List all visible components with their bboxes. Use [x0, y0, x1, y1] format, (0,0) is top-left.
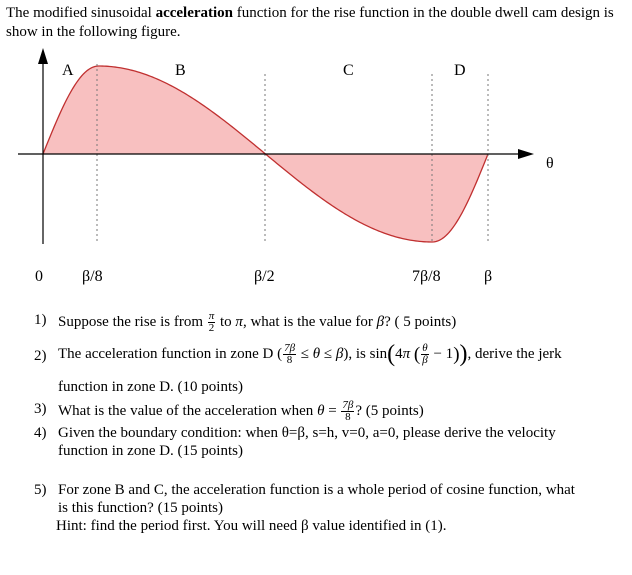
big-paren-close: ): [459, 340, 468, 367]
big-paren-open: (: [387, 340, 396, 367]
acceleration-figure: [0, 44, 632, 289]
seven-beta-over-8-fraction-q3: $\frac{7\beta}{8}$: [342, 399, 354, 423]
pi-over-2-fraction: $\frac{\pi}{2}$: [208, 310, 215, 334]
theta-over-beta-fraction: $\frac{\theta}{\beta}$: [422, 342, 428, 366]
zone-label-c: C: [343, 62, 354, 79]
tick-label-b: β: [484, 268, 493, 285]
vertical-axis-arrow: [38, 48, 48, 64]
question-4-number: 4): [34, 425, 47, 441]
intro-bold-word: acceleration: [155, 5, 234, 21]
zone-label-d: D: [454, 62, 466, 79]
question-1-text: Suppose the rise is from $\frac{\pi}{2}$ to π, what is the value for β? ( 5 points): [58, 310, 457, 334]
question-2-number: 2): [34, 348, 47, 364]
intro-text: The modified sinusoidal: [6, 5, 156, 21]
seven-beta-over-8-fraction: $\frac{7\beta}{8}$: [284, 342, 296, 366]
question-5-line-1: For zone B and C, the acceleration function is a whole period of cosine function, what: [58, 482, 575, 498]
zone-label-b: B: [175, 62, 186, 79]
problem-intro: [6, 4, 626, 42]
question-2-text: The acceleration function in zone D ( $\frac{7\beta}{8}$ ≤ θ ≤ β), is sin(4π ( $\frac{\theta}{\beta}$ − 1)), derive the jerk: [58, 340, 562, 367]
tick-label-0: 0: [35, 268, 43, 285]
question-4-line-1: Given the boundary condition: when θ=β, s=h, v=0, a=0, please derive the velocity: [58, 425, 556, 441]
theta-axis-arrow: [518, 149, 534, 159]
tick-label-b2: β/2: [254, 268, 275, 285]
question-3-text: What is the value of the acceleration when θ = $\frac{7\beta}{8}$ ? (5 points): [58, 399, 424, 423]
zone-label-a: A: [62, 62, 74, 79]
question-5-number: 5): [34, 482, 47, 498]
tick-label-7b8: 7β/8: [412, 268, 441, 285]
theta-axis-label: θ: [546, 155, 554, 172]
tick-label-b8: β/8: [82, 268, 103, 285]
question-3-number: 3): [34, 401, 47, 417]
question-1-number: 1): [34, 312, 47, 328]
intro-text-end: function for the rise function in the double dwell cam design is show in the following figure.: [6, 5, 614, 40]
